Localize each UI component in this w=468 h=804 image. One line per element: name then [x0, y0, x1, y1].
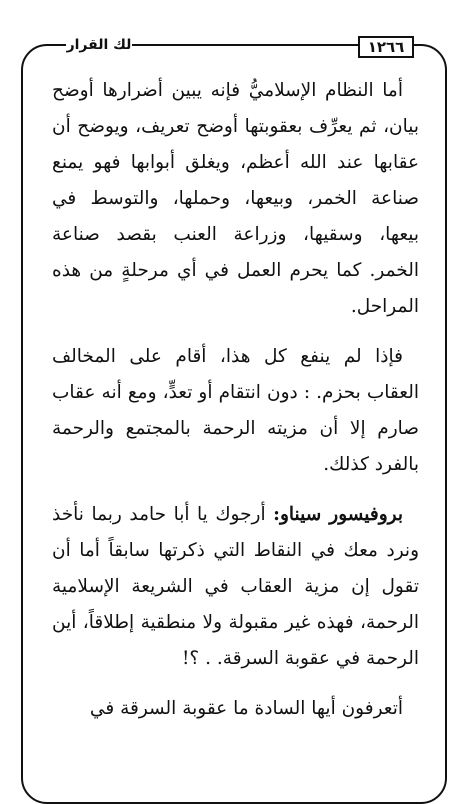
- paragraph-theft-question: [52, 691, 419, 727]
- paragraph-punishment: [52, 339, 419, 483]
- paragraph-text: أما النظام الإسلاميُّ فإنه يبين أضرارها أوضح بيان، ثم يعرِّف بعقوبتها أوضح تعريف، ويوضح أن عقابها عند الله أعظم، ويغلق أبوابها فهو يمنع صناعة الخمر، وبيعها، وحملها، والتوسط في بيعها، وسقيها، وزراعة العنب بقصد صناعة الخمر. كما يحرم العمل في أي مرحلةٍ من هذه المراحل.: [52, 80, 419, 317]
- running-title: لك القرار: [66, 34, 132, 56]
- paragraph-text: أرجوك يا أبا حامد ربما نأخذ ونرد معك في النقاط التي ذكرتها سابقاً أما أن تقول إن مزية العقاب في الشريعة الإسلامية الرحمة، فهذه غير مقبولة ولا منطقية إطلاقاً، أين الرحمة في عقوبة السرقة. . ؟!: [52, 504, 419, 669]
- page-header: [0, 24, 468, 64]
- paragraph-text: فإذا لم ينفع كل هذا، أقام على المخالف العقاب بحزم. : دون انتقام أو تعدٍّ، ومع أنه عقاب صارم إلا أن مزيته الرحمة بالمجتمع والرحمة بالفرد كذلك.: [52, 346, 419, 475]
- paragraph-professor-question: [52, 497, 419, 677]
- speaker-name: بروفيسور سيناو:: [273, 504, 403, 525]
- paragraph-islamic-system: [52, 73, 419, 325]
- page-body: [52, 73, 419, 741]
- paragraph-text: أتعرفون أيها السادة ما عقوبة السرقة في: [89, 698, 403, 719]
- page-number: ١٢٦٦: [358, 36, 414, 58]
